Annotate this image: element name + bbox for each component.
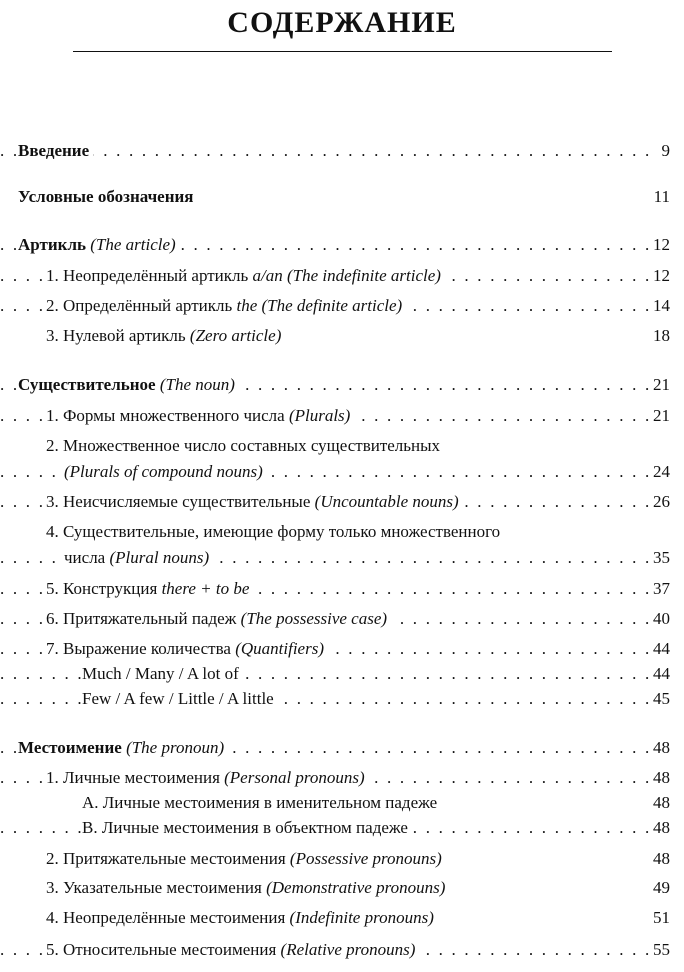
toc-entry-label: 2. Определённый артикль the (The definite article) <box>46 294 406 318</box>
toc-entry-label: Введение <box>18 139 93 163</box>
toc-entry-there-to-be[interactable] <box>0 577 684 601</box>
toc-entry-label: 3. Нулевой артикль (Zero article) <box>46 324 285 348</box>
toc-entry-label: Существительное (The noun) <box>18 373 239 397</box>
toc-entry-label: (Plurals of compound nouns) <box>64 460 267 484</box>
toc-entry-label: 5. Относительные местоимения (Relative pronouns) <box>46 938 419 962</box>
toc-page-number: 45 <box>649 687 670 711</box>
toc-page-number: 51 <box>649 906 670 930</box>
toc-page-number: 49 <box>649 876 670 900</box>
toc-entry-label: 4. Существительные, имеющие форму только множественного <box>46 520 500 544</box>
toc-entry-label: Условные обозначения <box>18 185 194 209</box>
toc-page-number: 44 <box>649 662 670 686</box>
toc-page-number: 24 <box>649 460 670 484</box>
toc-entry-plural-nouns-line1[interactable] <box>0 520 684 544</box>
toc-page-number: 26 <box>649 490 670 514</box>
toc-entry-possessive-pronouns[interactable] <box>0 847 684 871</box>
toc-entry-nominative[interactable] <box>0 791 684 815</box>
toc-entry-label: Артикль (The article) <box>18 233 180 257</box>
toc-page-number: 48 <box>649 847 670 871</box>
toc-page-number: 48 <box>649 816 670 840</box>
toc-entry-label: 1. Неопределённый артикль a/an (The indefinite article) <box>46 264 445 288</box>
toc-entry-compound-plurals[interactable] <box>0 460 684 484</box>
toc-entry-label: B. Личные местоимения в объектном падеже <box>82 816 412 840</box>
toc-entry-label: 7. Выражение количества (Quantifiers) <box>46 637 328 661</box>
toc-page-number: 12 <box>649 264 670 288</box>
toc-entry-label: числа (Plural nouns) <box>64 546 213 570</box>
toc-page-number: 48 <box>649 736 670 760</box>
toc-entry-few-little[interactable] <box>0 687 684 711</box>
toc-entry-uncountable[interactable] <box>0 490 684 514</box>
toc-entry-indefinite-article[interactable] <box>0 264 684 288</box>
toc-entry-label: 4. Неопределённые местоимения (Indefinite pronouns) <box>46 906 438 930</box>
toc-page-number: 55 <box>649 938 670 962</box>
toc-entry-possessive-case[interactable] <box>0 607 684 631</box>
toc-entry-introduction[interactable] <box>0 139 684 163</box>
toc-entry-much-many[interactable] <box>0 662 684 686</box>
toc-entry-label: 1. Личные местоимения (Personal pronouns) <box>46 766 369 790</box>
toc-entry-definite-article[interactable] <box>0 294 684 318</box>
toc-entry-label: 6. Притяжательный падеж (The possessive case) <box>46 607 391 631</box>
toc-entry-label: Местоимение (The pronoun) <box>18 736 228 760</box>
toc-entry-indefinite-pronouns[interactable] <box>0 906 684 930</box>
toc-page-number: 21 <box>649 373 670 397</box>
toc-entry-label: 1. Формы множественного числа (Plurals) <box>46 404 354 428</box>
toc-page-number: 9 <box>658 139 671 163</box>
toc-page-number: 44 <box>649 637 670 661</box>
toc-entry-plurals[interactable] <box>0 404 684 428</box>
toc-page-number: 18 <box>649 324 670 348</box>
toc-page-number: 37 <box>649 577 670 601</box>
toc-page-number: 12 <box>649 233 670 257</box>
leader-dots <box>0 139 657 163</box>
toc-entry-label: 5. Конструкция there + to be <box>46 577 253 601</box>
toc-entry-label: A. Личные местоимения в именительном падеже <box>82 791 441 815</box>
toc-entry-label: Few / A few / Little / A little <box>82 687 278 711</box>
toc-entry-relative-pronouns[interactable] <box>0 938 684 962</box>
toc-entry-quantifiers[interactable] <box>0 637 684 661</box>
toc-entry-label: 3. Неисчисляемые существительные (Uncountable nouns) <box>46 490 463 514</box>
toc-page-number: 35 <box>649 546 670 570</box>
toc-entry-label: Much / Many / A lot of <box>82 662 243 686</box>
toc-page-number: 48 <box>649 766 670 790</box>
toc-entry-symbols[interactable] <box>0 185 684 209</box>
page-title: СОДЕРЖАНИЕ <box>227 6 457 39</box>
toc-page-number: 48 <box>649 791 670 815</box>
toc-entry-label: 3. Указательные местоимения (Demonstrative pronouns) <box>46 876 449 900</box>
toc-entry-compound-plurals-line1[interactable] <box>0 434 684 458</box>
toc-entry-demonstrative[interactable] <box>0 876 684 900</box>
toc-entry-label: 2. Притяжательные местоимения (Possessive pronouns) <box>46 847 446 871</box>
toc-page-number: 21 <box>649 404 670 428</box>
toc-entry-objective[interactable] <box>0 816 684 840</box>
toc-page-number: 11 <box>650 185 670 209</box>
toc-entry-label: 2. Множественное число составных существительных <box>46 434 440 458</box>
toc-entry-noun[interactable] <box>0 373 684 397</box>
toc-entry-personal-pronouns[interactable] <box>0 766 684 790</box>
toc-entry-article[interactable] <box>0 233 684 257</box>
toc-entry-pronoun[interactable] <box>0 736 684 760</box>
toc-page-number: 40 <box>649 607 670 631</box>
toc-entry-plural-nouns[interactable] <box>0 546 684 570</box>
toc-page-number: 14 <box>649 294 670 318</box>
title-divider <box>73 51 612 52</box>
toc-entry-zero-article[interactable] <box>0 324 684 348</box>
